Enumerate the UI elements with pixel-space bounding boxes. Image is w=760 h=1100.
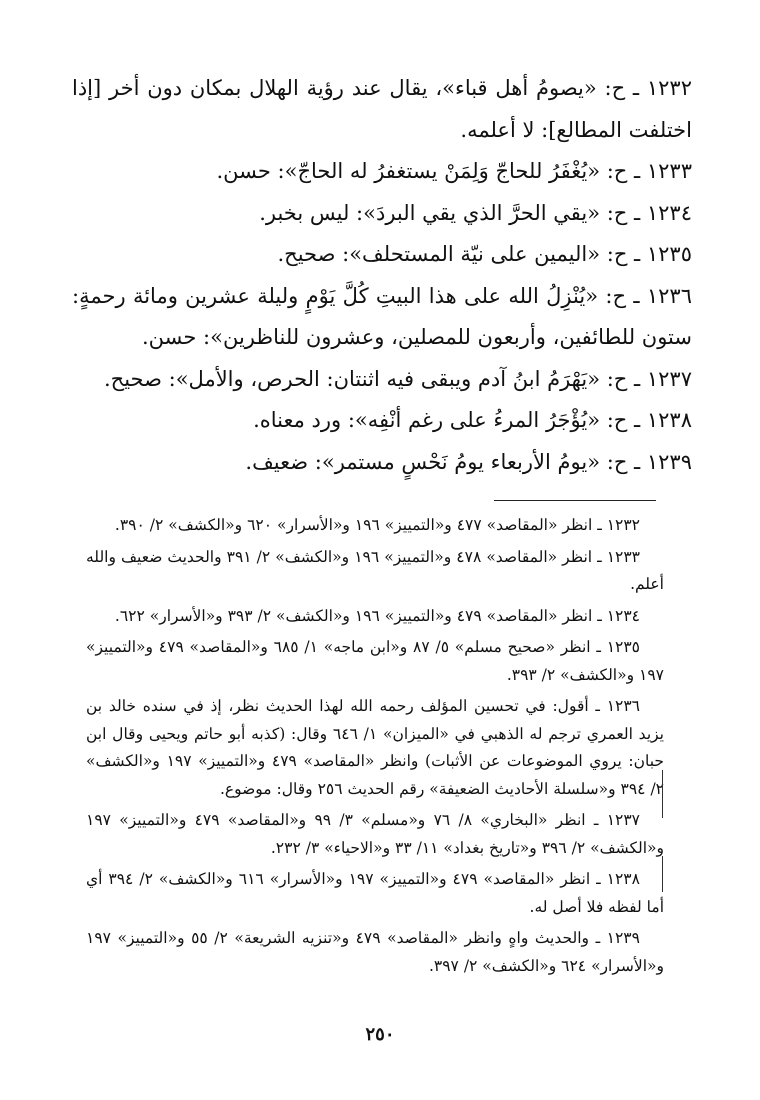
- hadith-entry-1238: ١٢٣٨ ـ ح: «يُؤْجَرُ المرءُ على رغم أنْفِه»: ورد معناه.: [253, 408, 692, 432]
- main-text-block: [72, 68, 692, 483]
- footnote-1238: ١٢٣٨ ـ انظر «المقاصد» ٤٧٩ و«التمييز» ١٩٧ و«الأسرار» ٦١٦ و«الكشف» ٢/ ٣٩٤ أي أما لفظه فلا أصل له.: [86, 870, 664, 916]
- margin-line-mark: [662, 856, 663, 892]
- page-number: ٢٥٠: [365, 1024, 395, 1045]
- hadith-entry-1237: ١٢٣٧ ـ ح: «يَهْرَمُ ابنُ آدم ويبقى فيه اثنتان: الحرص، والأمل»: صحيح.: [103, 366, 692, 391]
- footnote-1237: ١٢٣٧ ـ انظر «البخاري» ٨/ ٧٦ و«مسلم» ٣/ ٩٩ و«المقاصد» ٤٧٩ و«التمييز» ١٩٧ و«الكشف» ٢/ ٣٩٦ و«تاريخ بغداد» ١١/ ٣٣ و«الاحياء» ٣/ ٢٣٢.: [86, 811, 664, 857]
- hadith-entry-1233: ١٢٣٣ ـ ح: «يُغْفَرُ للحاجّ وَلِمَنْ يستغفرُ له الحاجّ»: حسن.: [216, 159, 692, 183]
- footnote-1232: ١٢٣٢ ـ انظر «المقاصد» ٤٧٧ و«التمييز» ١٩٦ و«الأسرار» ٦٢٠ و«الكشف» ٢/ ٣٩٠.: [114, 516, 640, 534]
- footnote-1235: ١٢٣٥ ـ انظر «صحيح مسلم» ٥/ ٨٧ و«ابن ماجه» ١/ ٦٨٥ و«المقاصد» ٤٧٩ و«التمييز» ١٩٧ و«الكشف» ٢/ ٣٩٣.: [86, 638, 664, 684]
- hadith-entry-1236: ١٢٣٦ ـ ح: «يُنْزِلُ الله على هذا البيتِ كُلَّ يَوْمٍ وليلة عشرين ومائة رحمةٍ: ستون للطائفين، وأربعون للمصلين، وعشرون للناظرين»: حسن.: [72, 283, 692, 349]
- footnote-1233: ١٢٣٣ ـ انظر «المقاصد» ٤٧٨ و«التمييز» ١٩٦ و«الكشف» ٢/ ٣٩١ والحديث ضعيف والله أعلم.: [86, 547, 664, 593]
- footnotes-block: [86, 512, 664, 984]
- footnote-1236: ١٢٣٦ ـ أقول: في تحسين المؤلف رحمه الله لهذا الحديث نظر، إذ في سنده خالد بن يزيد العمري ترجم له الذهبي في «الميزان» ١/ ٦٤٦ وقال: (كذبه أبو حاتم ويحيى وقال ابن حبان: يروي الموضوعات عن الأثبات) وانظر «المقاصد» ٤٧٩ و«التمييز» ١٩٧ و«الكشف» ٢/ ٣٩٤ و«سلسلة الأحاديث الضعيفة» رقم الحديث ٢٥٦ وقال: موضوع.: [86, 697, 665, 798]
- footnote-1239: ١٢٣٩ ـ والحديث واهٍ وانظر «المقاصد» ٤٧٩ و«تنزيه الشريعة» ٢/ ٥٥ و«التمييز» ١٩٧ و«الأسرار» ٦٢٤ و«الكشف» ٢/ ٣٩٧.: [86, 929, 664, 975]
- hadith-entry-1239: ١٢٣٩ ـ ح: «يومُ الأربعاء يومُ نَحْسٍ مستمر»: ضعيف.: [245, 449, 692, 474]
- hadith-entry-1232: ١٢٣٢ ـ ح: «يصومُ أهل قباء»، يقال عند رؤية الهلال بمكان دون أخر [إذا اختلفت المطالع]: لا أعلمه.: [72, 76, 692, 142]
- hadith-entry-1234: ١٢٣٤ ـ ح: «يقي الحرَّ الذي يقي البردَ»: ليس بخبر.: [259, 200, 692, 225]
- hadith-entry-1235: ١٢٣٥ ـ ح: «اليمين على نيّة المستحلف»: صحيح.: [277, 242, 692, 266]
- footnote-separator: [494, 500, 656, 501]
- margin-line-mark: [662, 770, 663, 818]
- footnote-1234: ١٢٣٤ ـ انظر «المقاصد» ٤٧٩ و«التمييز» ١٩٦ و«الكشف» ٢/ ٣٩٣ و«الأسرار» ٦٢٢.: [114, 606, 640, 625]
